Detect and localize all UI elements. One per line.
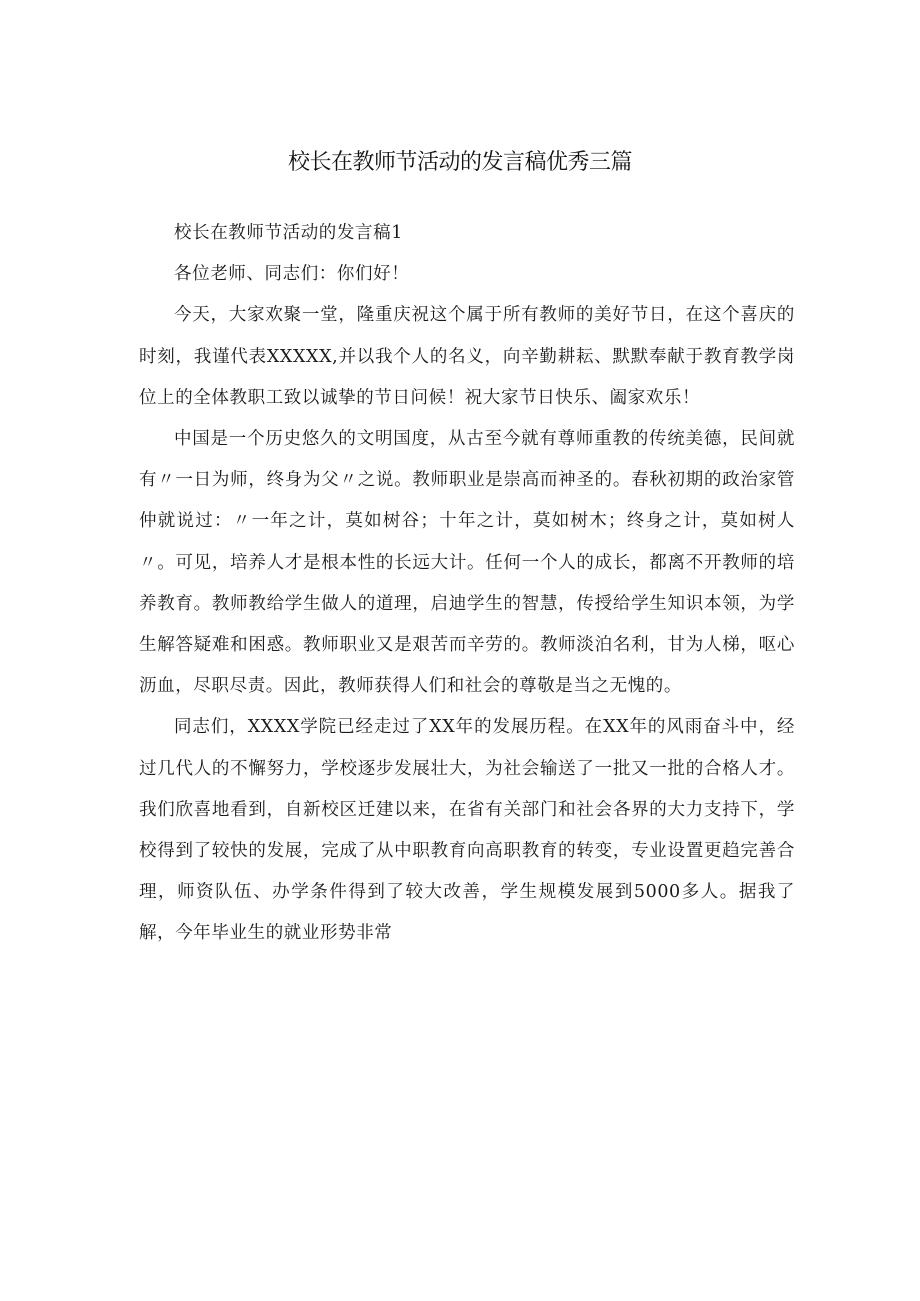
paragraph-school-development: 同志们，XXXX学院已经走过了XX年的发展历程。在XX年的风雨奋斗中，经过几代人的不懈努力，学校逐步发展壮大，为社会输送了一批又一批的合格人才。我们欣喜地看到，自新校区迁建以来，在省有关部门和社会各界的大力支持下，学校得到了较快的发展，完成了从中职教育向高职教育的转变，专业设置更趋完善合理，师资队伍、办学条件得到了较大改善，学生规模发展到5000多人。据我了解，今年毕业生的就业形势非常 [139,717,795,944]
paragraph-teacher-profession: 中国是一个历史悠久的文明国度，从古至今就有尊师重教的传统美德，民间就有〃一日为师，终身为父〃之说。教师职业是崇高而神圣的。春秋初期的政治家管仲就说过：〃一年之计，莫如树谷；十年之计，莫如树木；终身之计，莫如树人〃。可见，培养人才是根本性的长远大计。任何一个人的成长，都离不开教师的培养教育。教师教给学生做人的道理，启迪学生的智慧，传授给学生知识本领，为学生解答疑难和困惑。教师职业又是艰苦而辛劳的。教师淡泊名利，甘为人梯，呕心沥血，尽职尽责。因此，教师获得人们和社会的尊敬是当之无愧的。 [139,429,795,697]
section-heading: 校长在教师节活动的发言稿1 [174,223,403,243]
paragraph-greeting: 今天，大家欢聚一堂，隆重庆祝这个属于所有教师的美好节日，在这个喜庆的时刻，我谨代表XXXXX,并以我个人的名义，向辛勤耕耘、默默奉献于教育教学岗位上的全体教职工致以诚挚的节日问候！祝大家节日快乐、阖家欢乐！ [139,305,795,408]
salutation: 各位老师、同志们：你们好！ [174,264,410,285]
document-body [139,213,795,955]
document-title: 校长在教师节活动的发言稿优秀三篇 [287,150,632,175]
